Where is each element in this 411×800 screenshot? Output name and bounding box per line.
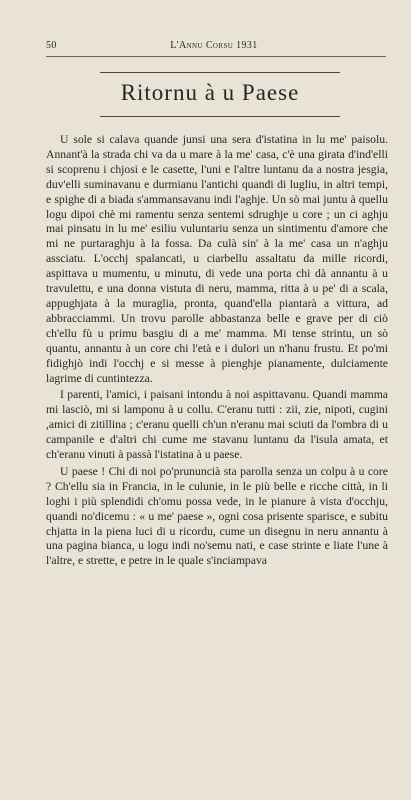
page-number: 50 (46, 40, 57, 51)
paragraph: U sole si calava quande junsi una sera d'istatina in lu me' paisolu. Annant'à la strada chi va da u mare à la me' casa, c'è una girata d'ind'elli si scoprenu i chjosi e le casette, l'uni e l'altre luntanu da a nostra jesgia, duv'elli suminavanu e durmianu l'antichi quandi di lugliu, in altri tempi, e spighe di a biada s'ammansavanu indi l'aghje. Un sò mai juntu à quellu logu dipoi chè mi ramentu senza sentemi sdrughje u core ; un ci aghju mai pinsatu in lu me' esiliu vuluntariu senza un sintimentu d'amore che mi ne purtaraghju à la fossa. Da culà sin' à la me' casa un n'aghju assciatu. L'occhj spalancati, u ciarbellu assaltatu da mille ricordi, aspittava u mumentu, u minutu, di vede una porta chi dà annantu à u travulettu, e una donna vistuta di neru, mamma, ritta à u pe' di a scala, appughjata à la muraglia, pronta, quand'ella piantarà a vittura, ad abbracciammi. Un trovu parolle abbastanza belle e grave per di ciò ch'ellu fù u primu basgiu di a me' mamma. Mi tense strintu, un sò quantu, annantu à un core chi l'età e i dulori un n'hanu frustu. Et po'mi fidighjò indi l'occhj e si messe à pienghje pianamente, dulciamente lagrime di cuntintezza. (46, 133, 388, 385)
title-rule-top (100, 72, 340, 73)
header-divider (46, 56, 386, 57)
article-body (46, 133, 388, 569)
running-title: L'Annu Corsu 1931 (170, 40, 258, 51)
paragraph: I parenti, l'amici, i paisani intondu à noi aspittavanu. Quandi mamma mi lasciò, mi si lamponu à u collu. C'eranu tutti : zii, zie, nipoti, cugini ,amici di zitillina ; c'eranu quelli ch'un n'eranu mai sciuti da l'ombra di u campanile e d'altri chi cume me stavanu luntanu da l'isula amata, et ch'eranu vinuti à passà l'istatina à u paese. (46, 388, 388, 462)
title-rule-bottom (100, 116, 340, 117)
paragraph: U paese ! Chi di noi po'prununcià sta parolla senza un colpu à u core ? Ch'ellu sia in Francia, in le culunie, in le più belle e ricche città, in li loghi i più splendidi ch'omu possa vede, in le pianure à vista d'occhju, quandi no'dicemu : « u me' paese », ogni cosa prisente sparisce, e subitu chjatta in la piena luci di u ricordu, cume un disegnu in neru annantu à una pagina bianca, u logu indi no'semu nati, e case strinte e liate l'une à l'altre, e strette, e petre in le quale s'inciampava (46, 464, 388, 568)
article-title: Ritornu à u Paese (120, 80, 300, 105)
